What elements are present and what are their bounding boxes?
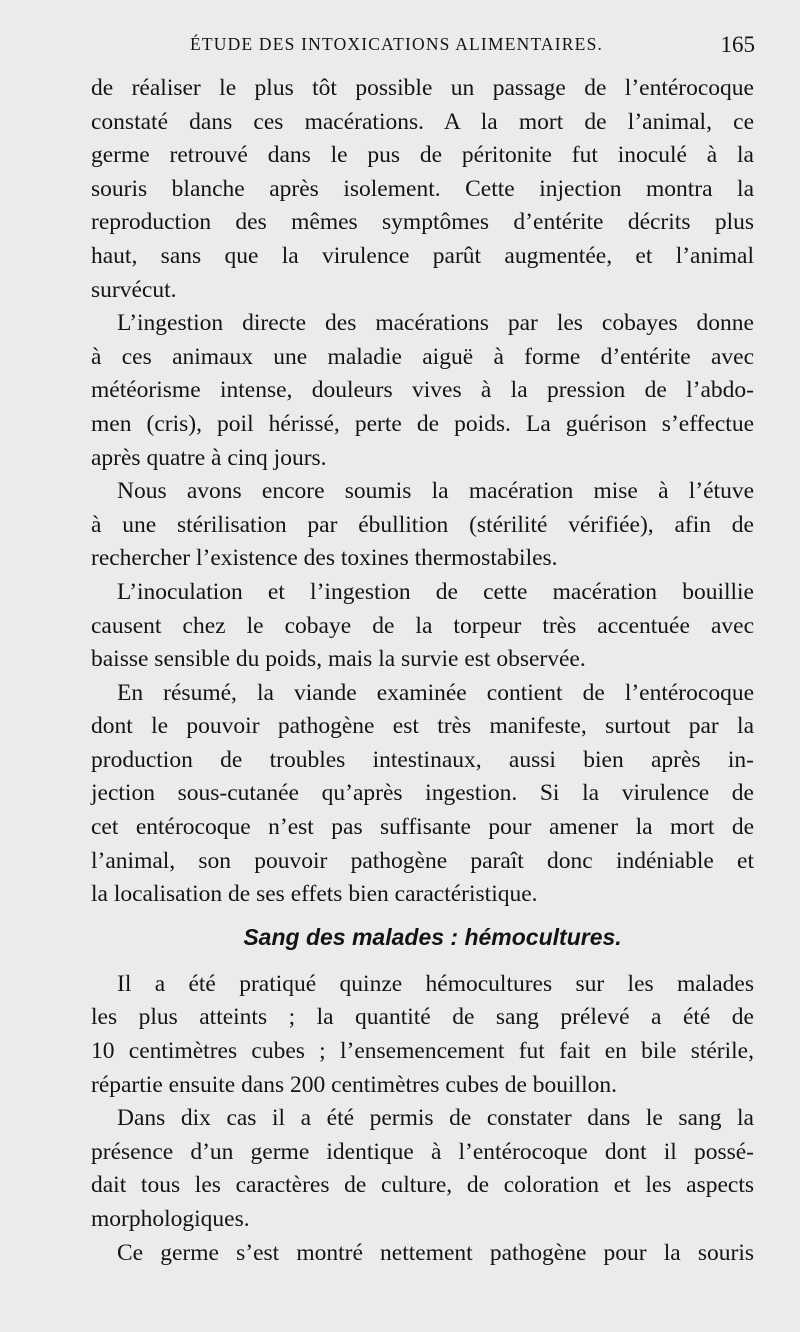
text-line: haut, sans que la virulence parût augmentée, et l’animal <box>91 242 754 269</box>
text-line: constaté dans ces macérations. A la mort de l’animal, ce <box>91 108 754 135</box>
paragraph-experiment-conclusion <box>91 72 754 307</box>
section-heading: Sang des malades : hémocultures. <box>243 923 622 950</box>
text-line: dont le pouvoir pathogène est très manifeste, surtout par la <box>91 713 754 740</box>
text-line: baisse sensible du poids, mais la survie est observée. <box>91 646 586 673</box>
page-body <box>91 72 754 1270</box>
text-line: présence d’un germe identique à l’entérocoque dont il possé- <box>91 1138 754 1165</box>
text-line: à une stérilisation par ébullition (stérilité vérifiée), afin de <box>91 511 754 538</box>
text-line: Il a été pratiqué quinze hémocultures sur les malades <box>117 970 754 997</box>
text-line: les plus atteints ; la quantité de sang prélevé a été de <box>91 1004 754 1031</box>
text-line: Ce germe s’est montré nettement pathogène pour la souris <box>117 1239 754 1266</box>
paragraph-summary <box>91 677 754 912</box>
text-line: la localisation de ses effets bien caractéristique. <box>91 881 538 908</box>
text-line: Dans dix cas il a été permis de constater dans le sang la <box>117 1105 754 1132</box>
text-line: En résumé, la viande examinée contient de l’entérocoque <box>117 679 754 706</box>
paragraph-hemocultures <box>91 968 754 1102</box>
text-line: L’ingestion directe des macérations par les cobayes donne <box>117 310 754 337</box>
paragraph-sterilisation <box>91 475 754 576</box>
text-line: morphologiques. <box>91 1206 250 1232</box>
text-line: répartie ensuite dans 200 centimètres cubes de bouillon. <box>91 1071 617 1098</box>
text-line: men (cris), poil hérissé, perte de poids. La guérison s’effectue <box>91 410 754 437</box>
paragraph-pathogenicity <box>91 1237 754 1271</box>
text-line: souris blanche après isolement. Cette injection montra la <box>91 175 754 202</box>
text-line: survécut. <box>91 276 177 303</box>
text-line: dait tous les caractères de culture, de coloration et les aspects <box>91 1172 754 1199</box>
text-line: production de troubles intestinaux, aussi bien après in- <box>91 746 754 773</box>
text-line: germe retrouvé dans le pus de péritonite fut inoculé à la <box>91 142 754 169</box>
page-number: 165 <box>720 32 755 57</box>
running-title: ÉTUDE DES INTOXICATIONS ALIMENTAIRES. <box>190 34 604 54</box>
paragraph-results <box>91 1102 754 1236</box>
text-line: jection sous-cutanée qu’après ingestion. Si la virulence de <box>91 780 754 807</box>
paragraph-inoculation <box>91 576 754 677</box>
text-line: de réaliser le plus tôt possible un passage de l’entérocoque <box>91 75 754 101</box>
text-line: causent chez le cobaye de la torpeur très accentuée avec <box>91 612 754 639</box>
page-header <box>190 34 755 62</box>
text-line: après quatre à cinq jours. <box>91 444 327 471</box>
text-line: cet entérocoque n’est pas suffisante pour amener la mort de <box>91 814 754 841</box>
text-line: rechercher l’existence des toxines thermostabiles. <box>91 545 558 572</box>
text-line: l’animal, son pouvoir pathogène paraît donc indéniable et <box>91 847 754 874</box>
paragraph-ingestion <box>91 307 754 475</box>
text-line: à ces animaux une maladie aiguë à forme d’entérite avec <box>91 343 754 370</box>
text-line: L’inoculation et l’ingestion de cette macération bouillie <box>117 578 754 605</box>
text-line: reproduction des mêmes symptômes d’entérite décrits plus <box>91 209 754 236</box>
text-line: Nous avons encore soumis la macération mise à l’étuve <box>117 478 754 505</box>
text-line: 10 centimètres cubes ; l’ensemencement fut fait en bile stérile, <box>91 1038 754 1065</box>
text-line: météorisme intense, douleurs vives à la pression de l’abdo- <box>91 377 754 404</box>
